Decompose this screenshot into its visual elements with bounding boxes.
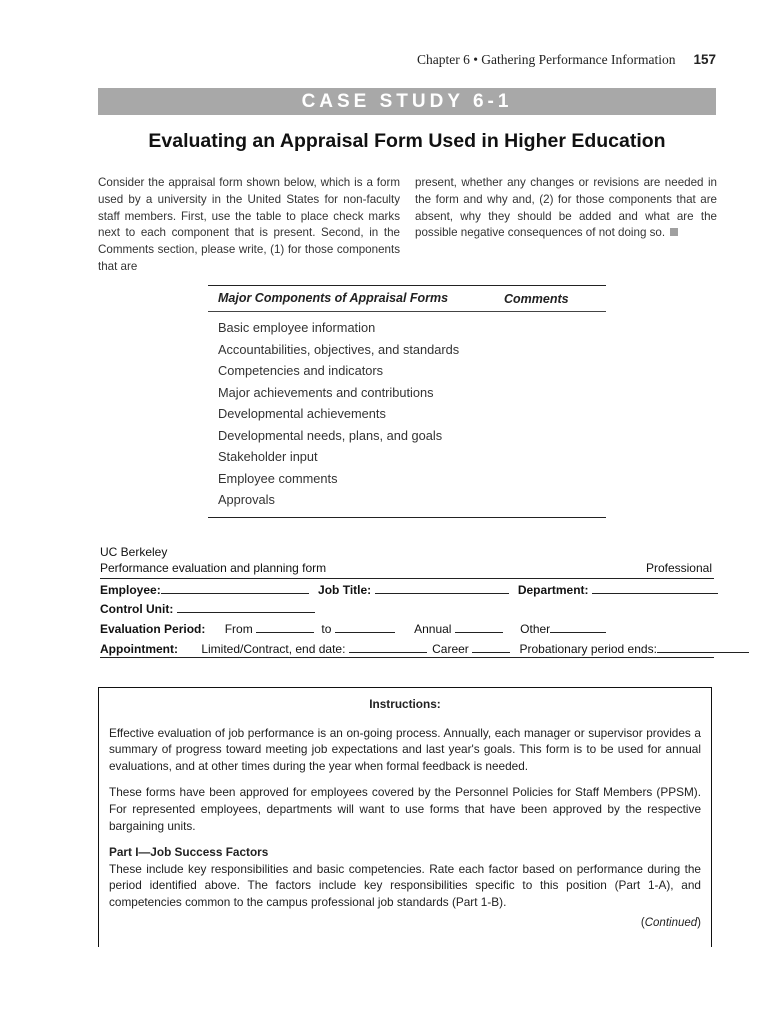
employee-field[interactable]	[161, 582, 309, 594]
employee-row	[100, 582, 714, 597]
instructions-box	[98, 687, 712, 947]
components-table	[208, 285, 606, 518]
page-number: 157	[693, 52, 716, 67]
intro-text-right	[415, 175, 717, 242]
career-label: Career	[432, 642, 469, 656]
from-field[interactable]	[256, 621, 314, 633]
table-row: Major achievements and contributions	[218, 384, 434, 400]
annual-field[interactable]	[455, 621, 503, 633]
running-head	[98, 52, 716, 68]
probationary-label: Probationary period ends:	[519, 642, 657, 656]
intro-text-right-content: present, whether any changes or revisions are needed in the form and why and, (2) for those components that are absent, why they should be added and what are the possible negative consequences of not doing so.	[415, 176, 717, 240]
instructions-paragraph: Effective evaluation of job performance is an on-going process. Annually, each manager or supervisor provides a summary of progress toward meeting job expectations and last year's goals. This form is to be used for annual evaluations, and at other times during the year when formal feedback is needed.	[109, 725, 701, 773]
to-field[interactable]	[335, 621, 395, 633]
control-unit-label: Control Unit:	[100, 602, 174, 616]
from-label: From	[224, 622, 253, 636]
divider	[100, 657, 714, 658]
table-row: Developmental needs, plans, and goals	[218, 427, 443, 443]
instructions-paragraph: These forms have been approved for employees covered by the Personnel Policies for Staff Members (PPSM). For represented employees, departments will want to use forms that have been approved by the respective bargaining units.	[109, 785, 701, 833]
employee-label: Employee:	[100, 583, 161, 597]
control-unit-row	[100, 601, 714, 616]
form-name-row	[100, 561, 714, 575]
form-category: Professional	[645, 561, 712, 575]
appointment-label: Appointment:	[100, 642, 178, 656]
header-comments: Comments	[504, 292, 569, 306]
header-components: Major Components of Appraisal Forms	[218, 291, 449, 305]
to-label: to	[321, 622, 332, 636]
department-field[interactable]	[592, 582, 718, 594]
intro-text-left: Consider the appraisal form shown below, which is a form used by a university in the United States for non-faculty staff members. First, use the table to place check marks next to each component that is present. Second, in the Comments section, please write, (1) for those components that are	[98, 176, 400, 273]
probationary-field[interactable]	[657, 641, 749, 653]
limited-date-field[interactable]	[349, 641, 427, 653]
other-label: Other	[520, 622, 551, 636]
instructions-title: Instructions:	[369, 697, 441, 711]
chapter-title: Chapter 6 • Gathering Performance Information	[416, 52, 676, 67]
table-row: Developmental achievements	[218, 406, 386, 421]
form-name: Performance evaluation and planning form	[100, 561, 327, 575]
appointment-row	[100, 641, 714, 656]
table-row: Stakeholder input	[218, 449, 318, 464]
limited-label: Limited/Contract, end date:	[201, 642, 346, 656]
table-rows	[208, 312, 606, 518]
continued-label: Continued	[644, 916, 698, 929]
job-title-field[interactable]	[375, 582, 509, 594]
table-row: Approvals	[218, 492, 275, 507]
job-title-label: Job Title:	[318, 583, 372, 597]
continued-note: (Continued)	[640, 916, 701, 929]
part1-title: Part I—Job Success Factors	[109, 845, 269, 860]
career-field[interactable]	[472, 641, 510, 653]
table-row: Employee comments	[218, 470, 338, 486]
divider	[100, 578, 714, 579]
evaluation-period-label: Evaluation Period:	[100, 622, 206, 636]
evaluation-period-row	[100, 621, 714, 636]
table-row: Competencies and indicators	[218, 363, 384, 378]
control-unit-field[interactable]	[177, 601, 315, 613]
page-title: Evaluating an Appraisal Form Used in Higher Education	[148, 130, 666, 152]
other-field[interactable]	[550, 621, 606, 633]
annual-label: Annual	[414, 622, 452, 636]
end-mark-icon	[670, 228, 678, 236]
department-label: Department:	[517, 583, 589, 597]
table-row: Accountabilities, objectives, and standards	[218, 341, 460, 357]
case-study-banner: CASE STUDY 6-1	[98, 88, 716, 115]
part1-text: These include key responsibilities and basic competencies. Rate each factor based on performance during the period identified above. The factors include key responsibilities specific to this position (Part 1-A), and competencies common to the campus professional job standards (Part 1-B).	[109, 861, 701, 909]
table-row: Basic employee information	[218, 320, 376, 335]
table-header	[208, 285, 606, 312]
form-org: UC Berkeley	[100, 545, 168, 559]
